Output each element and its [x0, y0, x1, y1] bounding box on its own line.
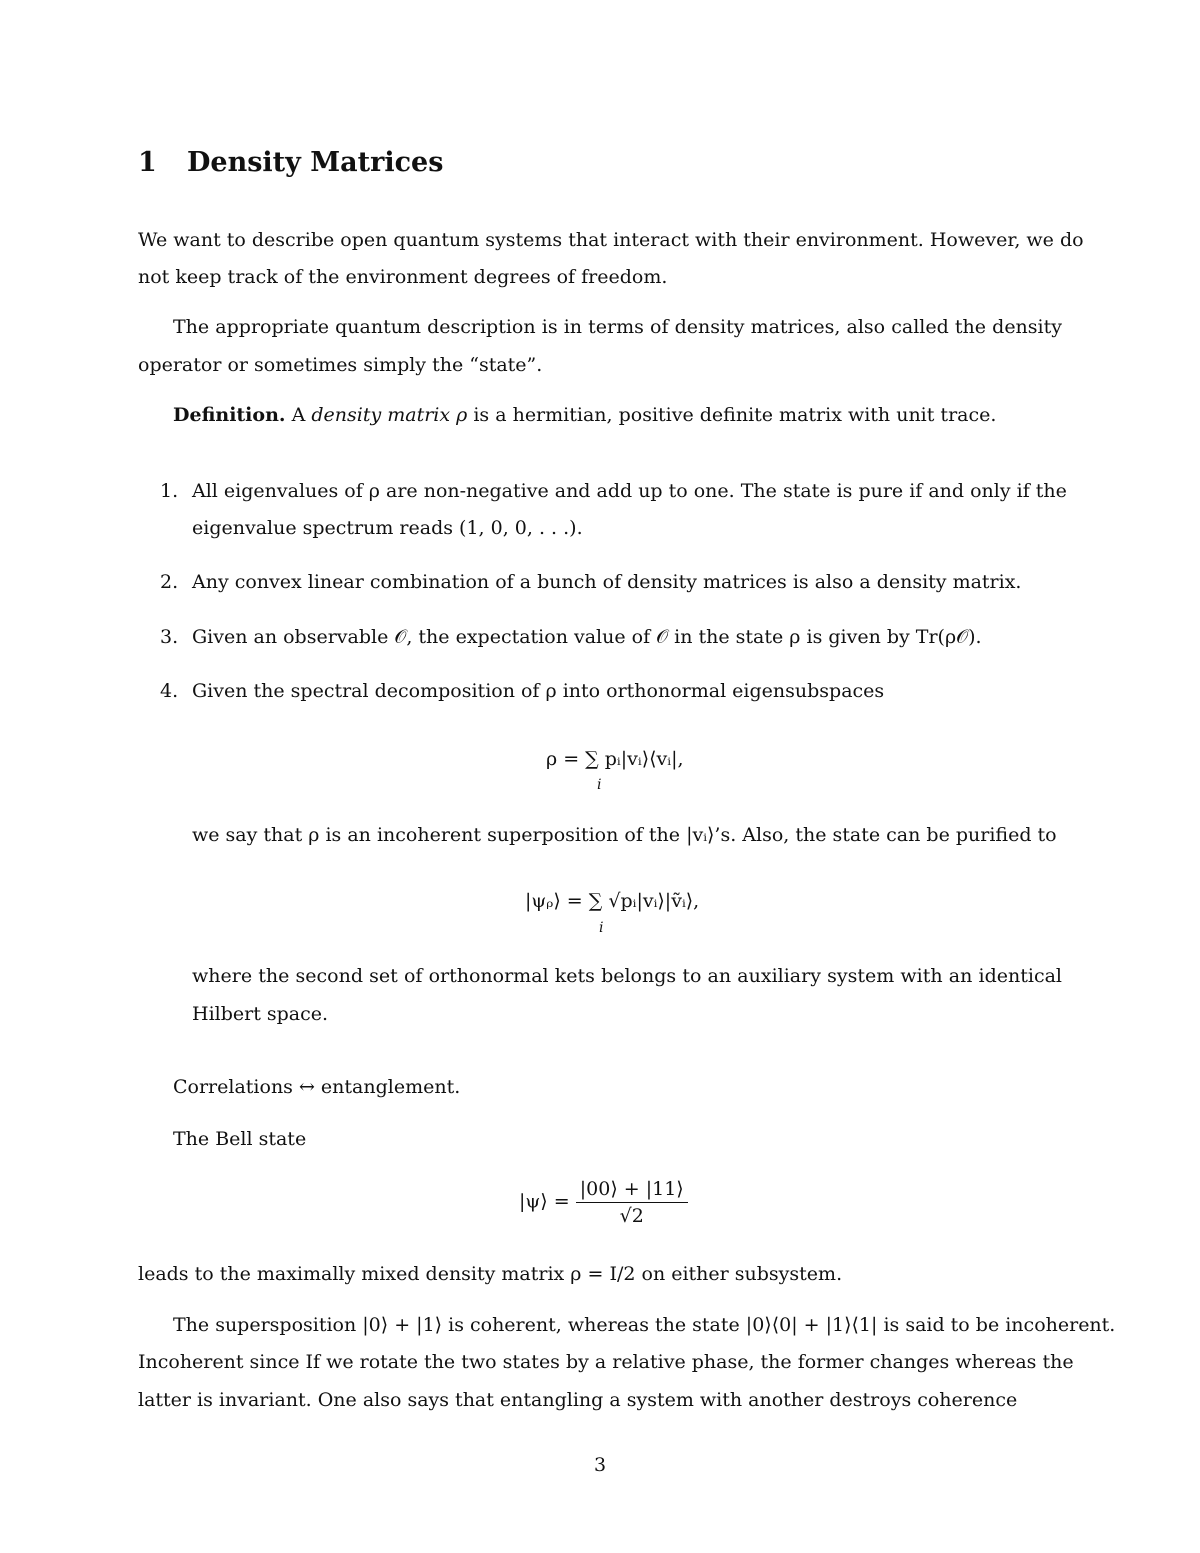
list-item-number: 2.: [160, 571, 179, 593]
section-title: Density Matrices: [187, 147, 444, 178]
para2-line-2: operator or sometimes simply the “state”.: [138, 354, 543, 376]
correlations-line: Correlations ↔ entanglement.: [173, 1076, 461, 1098]
equation-purification: |ψᵨ⟩ = ∑ √pᵢ|vᵢ⟩|ṽᵢ⟩,: [525, 890, 700, 912]
list-item-number: 1.: [160, 480, 179, 502]
list-item-4-line-1: Given the spectral decomposition of ρ into orthonormal eigensubspaces: [192, 680, 885, 702]
after-eq1: we say that ρ is an incoherent superposition of the |vᵢ⟩’s. Also, the state can be purified to: [192, 824, 1057, 846]
after-eq2-line-1: where the second set of orthonormal kets belongs to an auxiliary system with an identical: [192, 965, 1062, 987]
equation-bell-lhs: |ψ⟩ =: [519, 1190, 570, 1213]
list-item-3-line-1: Given an observable 𝒪, the expectation value of 𝒪 in the state ρ is given by Tr(ρ𝒪).: [192, 626, 982, 648]
definition: [173, 397, 996, 434]
final-line-1: The supersposition |0⟩ + |1⟩ is coherent, whereas the state |0⟩⟨0| + |1⟩⟨1| is said to be incoherent.: [173, 1314, 1116, 1336]
final-line-2: Incoherent since If we rotate the two states by a relative phase, the former changes whereas the: [138, 1351, 1074, 1373]
equation-bell-denominator: √2: [619, 1205, 644, 1227]
list-item-1-line-1: All eigenvalues of ρ are non-negative and add up to one. The state is pure if and only if the: [192, 480, 1067, 502]
final-line-3: latter is invariant. One also says that entangling a system with another destroys coherence: [138, 1389, 1018, 1411]
section-number: 1: [138, 147, 157, 178]
list-item-number: 3.: [160, 626, 179, 648]
page-number: 3: [593, 1454, 607, 1476]
equation-bell: [519, 1178, 688, 1227]
definition-pre: A: [291, 404, 306, 426]
equation-bell-fraction: [576, 1178, 688, 1227]
equation-spectral: ρ = ∑ pᵢ|vᵢ⟩⟨vᵢ|,: [546, 748, 684, 770]
after-eq3: leads to the maximally mixed density matrix ρ = I/2 on either subsystem.: [138, 1263, 843, 1285]
intro-line-2: not keep track of the environment degrees of freedom.: [138, 266, 668, 288]
list-item-1-line-2: eigenvalue spectrum reads (1, 0, 0, . . .).: [192, 517, 583, 539]
equation-purification-index: i: [599, 920, 604, 936]
para2-line-1: The appropriate quantum description is in terms of density matrices, also called the density: [173, 316, 1062, 338]
definition-label: Definition.: [173, 404, 286, 426]
equation-bell-numerator: |00⟩ + |11⟩: [576, 1178, 688, 1203]
definition-text: is a hermitian, positive definite matrix with unit trace.: [473, 404, 997, 426]
list-item-2-line-1: Any convex linear combination of a bunch of density matrices is also a density matrix.: [192, 571, 1022, 593]
after-eq2-line-2: Hilbert space.: [192, 1003, 329, 1025]
equation-spectral-index: i: [597, 777, 602, 793]
bell-intro: The Bell state: [173, 1128, 307, 1150]
intro-line-1: We want to describe open quantum systems that interact with their environment. However, we do: [138, 229, 1084, 251]
definition-term: density matrix ρ: [311, 404, 468, 426]
list-item-number: 4.: [160, 680, 179, 702]
